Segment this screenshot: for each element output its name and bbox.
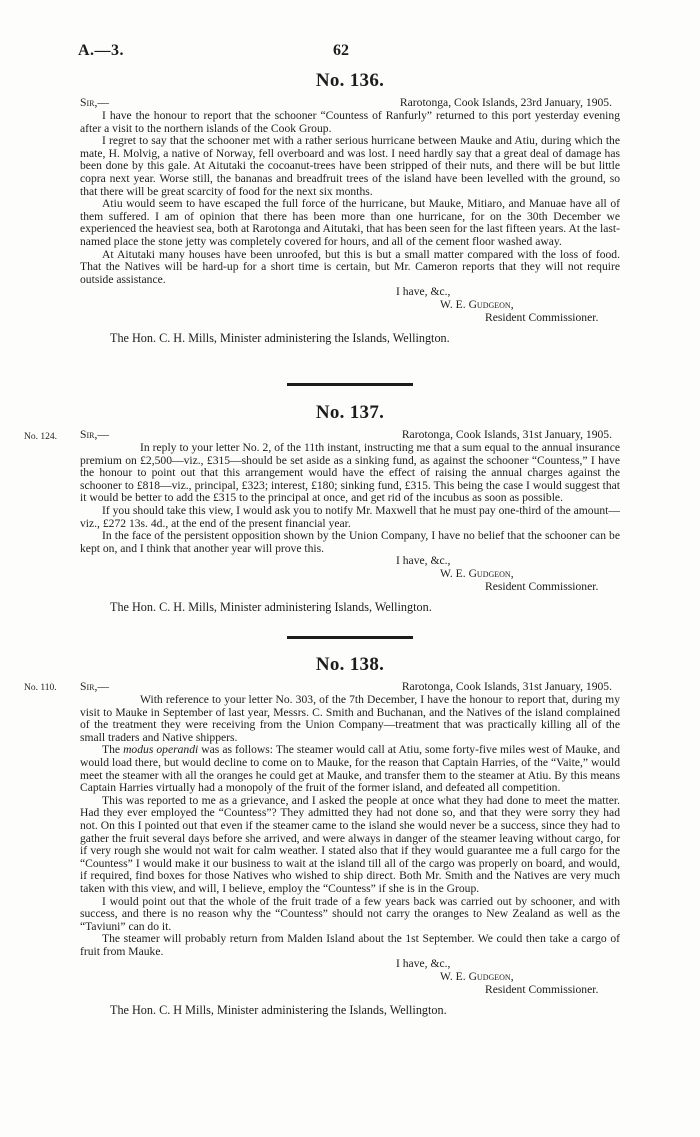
signature-block — [80, 286, 620, 324]
signatory — [80, 971, 620, 984]
signature-block — [80, 555, 620, 593]
paragraph: With reference to your letter No. 303, of the 7th December, I have the honour to report that, during my visit to Mauke in September of last year, Messrs. C. Smith and Buchanan, and the Natives of the island complained of the treatment they were receiving from the Union Company—treatment that was practically killing all of the small traders and Native shippers. — [80, 693, 620, 744]
paragraph: I have the honour to report that the schooner “Countess of Ranfurly” returned to this port yesterday evening after a visit to the northern islands of the Cook Group. — [80, 109, 620, 135]
signatory-surname: Gudgeon, — [468, 566, 514, 580]
closing: I have, &c., — [396, 957, 451, 971]
letter-138 — [80, 654, 620, 1018]
closing: I have, &c., — [396, 554, 451, 568]
salutation: Sir,— — [80, 680, 109, 693]
addressee: The Hon. C. H Mills, Minister administering the Islands, Wellington. — [110, 1003, 447, 1018]
letter-137 — [80, 402, 620, 615]
letter-title: No. 138. — [315, 654, 385, 675]
salutation: Sir,— — [80, 96, 109, 109]
salutation-line — [80, 428, 620, 442]
signatory-initials: W. E. — [440, 297, 466, 311]
margin-reference: No. 110. — [24, 683, 57, 693]
signatory-initials: W. E. — [440, 970, 466, 984]
paragraph: Atiu would seem to have escaped the full force of the hurricane, but Mauke, Mitiaro, and Manuae have all of them suffered. I am of opinion that there has been more than one hurricane, for on the 30th December we experienced the heaviest sea, both at Rarotonga and Aitutaki, that has been seen for the last fifteen years. At the last-named place the stone jetty was completely covered for hours, and all of the cement floor washed away. — [80, 197, 620, 248]
paragraph: This was reported to me as a grievance, and I asked the people at once what they had done to meet the matter. Had they ever employed the “Countess”? They admitted they had not done so, and that they were sorry they had not. On this I pointed out that even if the steamer came to the island she would never be a success, since they had to gather the fruit several days before she arrived, and were always in danger of the steamer leaving without cargo, for if very rough she would not wait for calm weather. I stated also that if they would guarantee me a full cargo for the “Countess” I would make it our business to wait at the island till all of the cargo was properly on board, and would, if required, find boxes for those Natives who wished to ship direct. Both Mr. Smith and the Natives are very much taken with this view, and will, I believe, employ the “Countess” if she is in the Group. — [80, 793, 620, 895]
signatory-surname: Gudgeon, — [468, 297, 514, 311]
salutation: Sir,— — [80, 428, 109, 441]
addressee: The Hon. C. H. Mills, Minister administering Islands, Wellington. — [110, 600, 432, 615]
signatory-title: Resident Commissioner. — [485, 982, 599, 996]
dateline: Rarotonga, Cook Islands, 31st January, 1905. — [401, 428, 612, 441]
signature-block — [80, 958, 620, 996]
signatory-initials: W. E. — [440, 566, 466, 580]
margin-reference: No. 124. — [24, 432, 57, 442]
letter-title: No. 137. — [315, 402, 385, 423]
paragraph: At Aitutaki many houses have been unroofed, but this is but a small matter compared with the loss of food. That the Natives will be hard-up for a short time is certain, but Mr. Cameron reports that they will not require outside assistance. — [80, 247, 620, 286]
signatory-surname: Gudgeon, — [468, 970, 514, 984]
closing: I have, &c., — [396, 285, 451, 299]
section-divider — [287, 636, 413, 639]
paragraph: I regret to say that the schooner met with a rather serious hurricane between Mauke and Atiu, during which the mate, H. Molvig, a native of Norway, fell overboard and was lost. I need hardly say that a great deal of damage has been done by this gale. At Aitutaki the cocoanut-trees have been stripped of their nuts, and there will be but little copra next year. Worse still, the bananas and breadfruit trees of the island have been levelled with the ground, so that there will be great scarcity of food for the next six months. — [80, 134, 620, 198]
signatory-title: Resident Commissioner. — [485, 310, 599, 324]
paragraph: In reply to your letter No. 2, of the 11th instant, instructing me that a sum equal to the annual insurance premium on £2,500—viz., £315—should be set aside as a sinking fund, as against the schooner “Countess,” I have the honour to point out that this arrangement would have the effect of raising the annual charges against the schooner to £818—viz., principal, £323; interest, £180; sinking fund, £315. This being the case I would suggest that it would be better to add the £315 to the principal at once, and get rid of the incubus as soon as possible. — [80, 441, 620, 505]
signatory — [80, 299, 620, 312]
paragraph: The steamer will probably return from Malden Island about the 1st September. We could then take a cargo of fruit from Mauke. — [80, 932, 620, 958]
paragraph: I would point out that the whole of the fruit trade of a few years back was carried out by schooner, and with success, and there is no reason why the “Countess” should not carry the oranges to New Zealand as well as the “Taviuni” can do it. — [80, 894, 620, 933]
dateline: Rarotonga, Cook Islands, 23rd January, 1905. — [399, 96, 612, 109]
paper-reference: A.—3. — [78, 42, 125, 59]
section-divider — [287, 383, 413, 386]
paragraph: If you should take this view, I would ask you to notify Mr. Maxwell that he must pay one-third of the amount—viz., £272 13s. 4d., at the end of the present financial year. — [80, 503, 620, 530]
dateline: Rarotonga, Cook Islands, 31st January, 1905. — [401, 680, 612, 693]
letter-title: No. 136. — [315, 70, 385, 91]
paragraph: In the face of the persistent opposition shown by the Union Company, I have no belief that the schooner can be kept on, and I think that another year will prove this. — [80, 529, 620, 555]
salutation-line — [80, 96, 620, 110]
page-number: 62 — [333, 42, 349, 59]
signatory-title: Resident Commissioner. — [485, 579, 599, 593]
letter-136 — [80, 70, 620, 346]
paragraph: The modus operandi was as follows: The steamer would call at Atiu, some forty-five miles west of Mauke, and would load there, but would decline to come on to Mauke, for the reason that Captain Harries, of the “Vaite,” would meet the steamer with all the oranges he could get at Mauke, and transfer them to the steamer at Atiu. By this means Captain Harries virtually had a monopoly of the fruit of the former island, and defeated all competition. — [80, 743, 620, 795]
salutation-line — [80, 680, 620, 694]
addressee: The Hon. C. H. Mills, Minister administering the Islands, Wellington. — [110, 331, 450, 346]
signatory — [80, 568, 620, 581]
